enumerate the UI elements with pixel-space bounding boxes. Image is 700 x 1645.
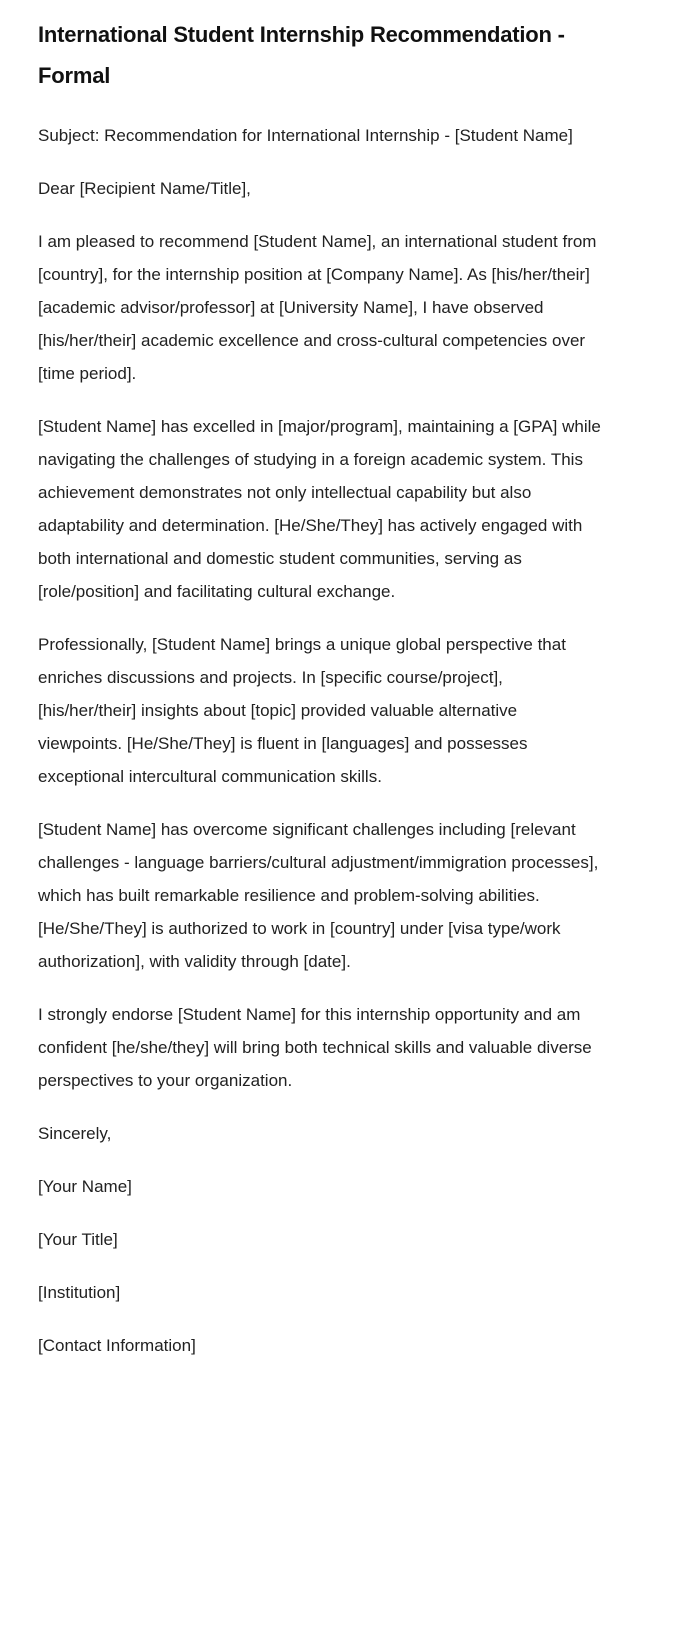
- signature-institution: [Institution]: [38, 1283, 121, 1302]
- signature-contact: [Contact Information]: [38, 1336, 196, 1355]
- subject-line: Subject: Recommendation for International Internship - [Student Name]: [38, 126, 573, 145]
- body-paragraph-introduction: I am pleased to recommend [Student Name], an international student from [country], for the internship position at [Company Name]. As [his/her/their] [academic advisor/professor] at [University Name], I have observed [his/her/their] academic excellence and cross-cultural competencies over [time period].: [38, 232, 597, 383]
- signature-name: [Your Name]: [38, 1177, 132, 1196]
- closing: Sincerely,: [38, 1124, 112, 1143]
- body-paragraph-challenges: [Student Name] has overcome significant challenges including [relevant challenges - language barriers/cultural adjustment/immigration processes], which has built remarkable resilience and problem-solving abilities. [He/She/They] is authorized to work in [country] under [visa type/work authorization], with validity through [date].: [38, 820, 599, 971]
- body-paragraph-professional: Professionally, [Student Name] brings a unique global perspective that enriches discussions and projects. In [specific course/project], [his/her/their] insights about [topic] provided valuable alternative viewpoints. [He/She/They] is fluent in [languages] and possesses exceptional intercultural communication skills.: [38, 635, 566, 786]
- signature-title: [Your Title]: [38, 1230, 118, 1249]
- page-title: International Student Internship Recommendation - Formal: [38, 22, 565, 88]
- body-paragraph-academics: [Student Name] has excelled in [major/program], maintaining a [GPA] while navigating the challenges of studying in a foreign academic system. This achievement demonstrates not only intellectual capability but also adaptability and determination. [He/She/They] has actively engaged with both international and domestic student communities, serving as [role/position] and facilitating cultural exchange.: [38, 417, 601, 601]
- body-paragraph-endorsement: I strongly endorse [Student Name] for this internship opportunity and am confident [he/she/they] will bring both technical skills and valuable diverse perspectives to your organization.: [38, 1005, 592, 1090]
- salutation: Dear [Recipient Name/Title],: [38, 179, 251, 198]
